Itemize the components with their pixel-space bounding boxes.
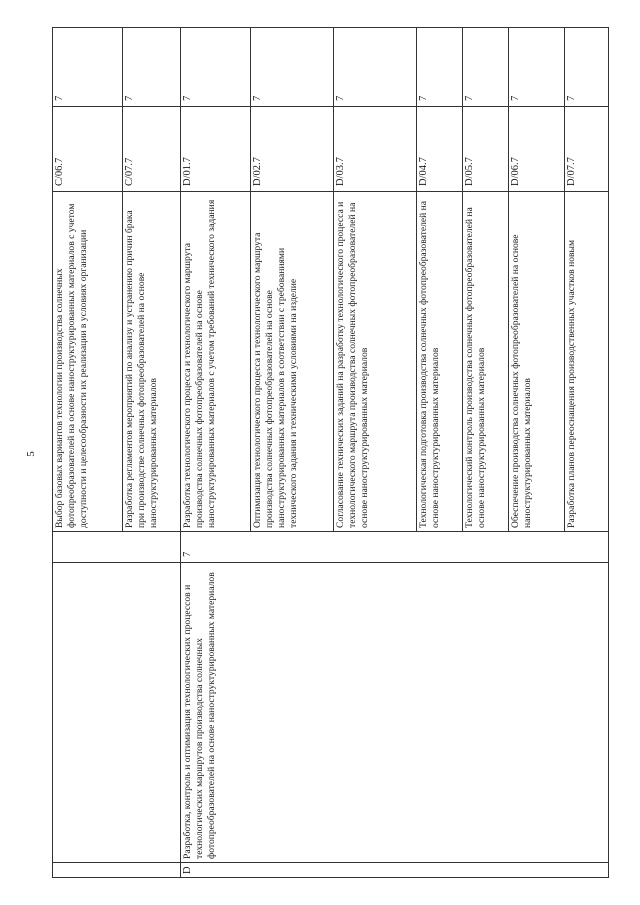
rotated-table-container	[52, 28, 608, 878]
function-name-cell: Разработка технологического процесса и технологического маршрута производства солнечных фотопреобразователей на основе наноструктурированных материалов с учетом требований технического задания	[181, 192, 251, 532]
empty-cell	[53, 863, 181, 878]
function-name-cell: Согласование технических заданий на разработку технологического процесса и технологического маршрута производства солнечных фотопреобразователей на основе наноструктурированных материалов	[334, 192, 417, 532]
function-level-cell: 7	[251, 28, 334, 107]
function-name-cell: Выбор базовых вариантов технологии производства солнечных фотопреобразователей на основе наноструктурированных материалов с учетом доступности и целесообразности их реализации в условиях организации	[53, 192, 123, 532]
function-code-cell: D/03.7	[334, 107, 417, 192]
function-level-cell: 7	[334, 28, 417, 107]
function-code-cell: D/02.7	[251, 107, 334, 192]
table-row	[181, 28, 251, 878]
function-code-cell: D/05.7	[463, 107, 509, 192]
generalized-function-name: Разработка, контроль и оптимизация технологических процессов и технологических маршрутов производства солнечных фотопреобразователей на основе наноструктурированных материалов	[181, 563, 609, 863]
generalized-function-code: D	[181, 863, 609, 878]
functions-table	[52, 27, 609, 878]
function-level-cell: 7	[123, 28, 181, 107]
function-level-cell: 7	[417, 28, 463, 107]
empty-cell	[53, 563, 181, 863]
function-level-cell: 7	[509, 28, 565, 107]
generalized-function-level: 7	[181, 532, 609, 563]
function-name-cell: Разработка планов переоснащения производственных участков новым	[565, 192, 609, 532]
page-number: 5	[24, 451, 37, 457]
function-code-cell: D/07.7	[565, 107, 609, 192]
function-name-cell: Технологическая подготовка производства солнечных фотопреобразователей на основе наноструктурированных материалов	[417, 192, 463, 532]
table-row	[53, 28, 123, 878]
empty-cell	[53, 532, 181, 563]
function-code-cell: D/01.7	[181, 107, 251, 192]
function-name-cell: Разработка регламентов мероприятий по анализу и устранению причин брака при производстве солнечных фотопреобразователей на основе наноструктурированных материалов	[123, 192, 181, 532]
function-level-cell: 7	[565, 28, 609, 107]
function-level-cell: 7	[181, 28, 251, 107]
function-code-cell: C/07.7	[123, 107, 181, 192]
function-code-cell: D/06.7	[509, 107, 565, 192]
function-level-cell: 7	[53, 28, 123, 107]
function-code-cell: D/04.7	[417, 107, 463, 192]
function-level-cell: 7	[463, 28, 509, 107]
function-code-cell: C/06.7	[53, 107, 123, 192]
function-name-cell: Оптимизация технологического процесса и технологического маршрута производства солнечных фотопреобразователей на основе наноструктурированных материалов в соответствии с требованиями технического задания и техническими условиями на изделие	[251, 192, 334, 532]
function-name-cell: Обеспечение производства солнечных фотопреобразователей на основе наноструктурированных материалов	[509, 192, 565, 532]
function-name-cell: Технологический контроль производства солнечных фотопреобразователей на основе наноструктурированных материалов	[463, 192, 509, 532]
